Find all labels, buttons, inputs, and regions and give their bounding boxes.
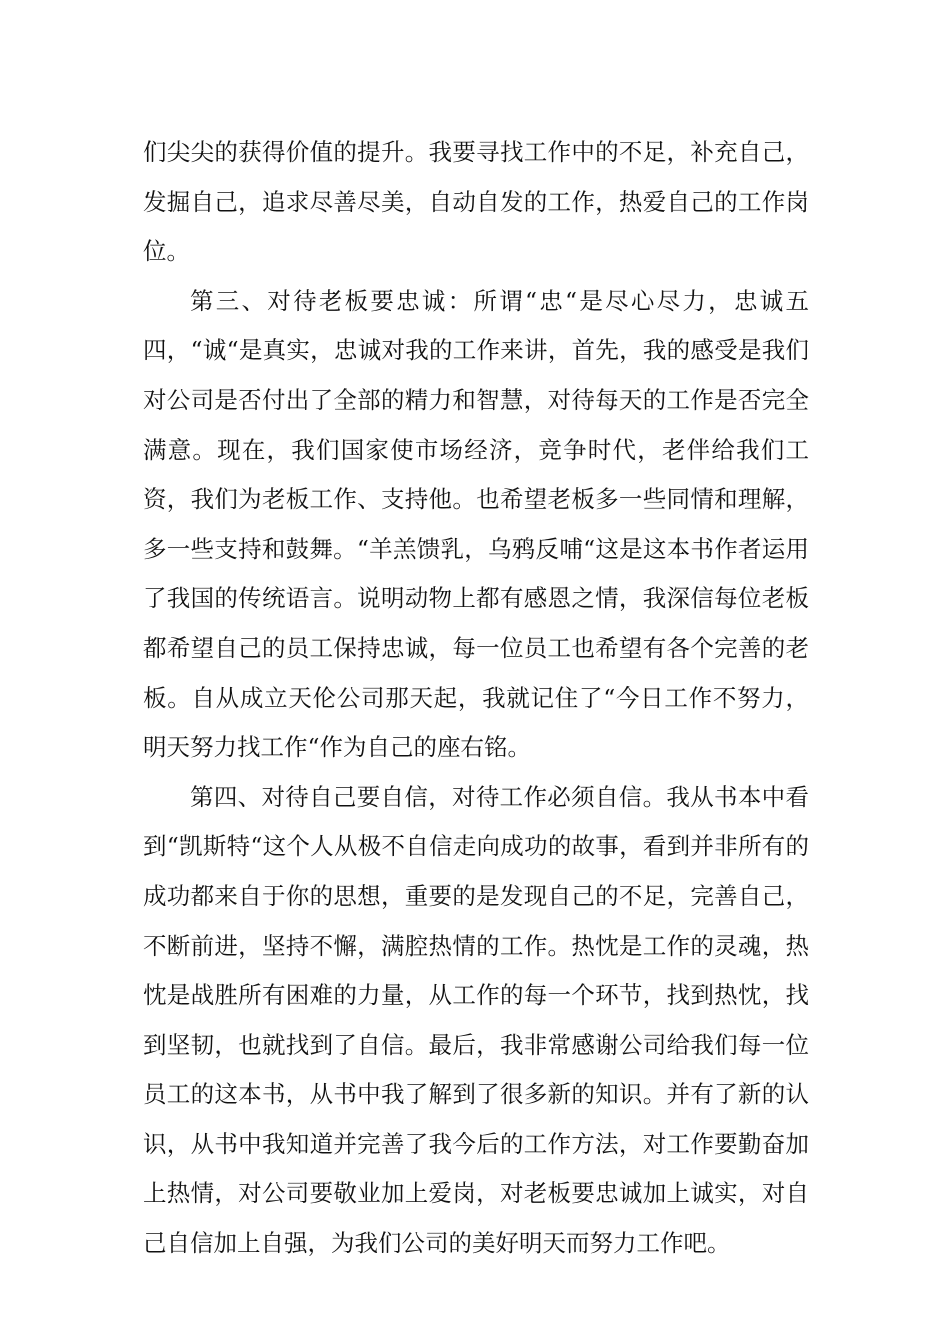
paragraph-loyalty: 第三、对待老板要忠诚：所谓“忠“是尽心尽力，忠诚五四，“诚“是真实，忠诚对我的工作来讲，首先，我的感受是我们对公司是否付出了全部的精力和智慧，对待每天的工作是否完全满意。现在，我们国家使市场经济，竞争时代，老伴给我们工资，我们为老板工作、支持他。也希望老板多一些同情和理解，多一些支持和鼓舞。“羊羔馈乳，乌鸦反哺“这是这本书作者运用了我国的传统语言。说明动物上都有感恩之情，我深信每位老板都希望自己的员工保持忠诚，每一位员工也希望有各个完善的老板。自从成立天伦公司那天起，我就记住了“今日工作不努力，明天努力找工作“作为自己的座右铭。 <box>143 286 809 762</box>
paragraph-continuation: 们尖尖的获得价值的提升。我要寻找工作中的不足，补充自己，发掘自己，追求尽善尽美，自动自发的工作，热爱自己的工作岗位。 <box>143 138 809 266</box>
document-body <box>143 128 809 1269</box>
paragraph-confidence: 第四、对待自己要自信，对待工作必须自信。我从书本中看到“凯斯特“这个人从极不自信走向成功的故事，看到并非所有的成功都来自于你的思想，重要的是发现自己的不足，完善自己，不断前进，坚持不懈，满腔热情的工作。热忱是工作的灵魂，热忱是战胜所有困难的力量，从工作的每一个环节，找到热忱，找到坚韧，也就找到了自信。最后，我非常感谢公司给我们每一位员工的这本书，从书中我了解到了很多新的知识。并有了新的认识，从书中我知道并完善了我今后的工作方法，对工作要勤奋加上热情，对公司要敬业加上爱岗，对老板要忠诚加上诚实，对自己自信加上自强，为我们公司的美好明天而努力工作吧。 <box>143 782 809 1258</box>
